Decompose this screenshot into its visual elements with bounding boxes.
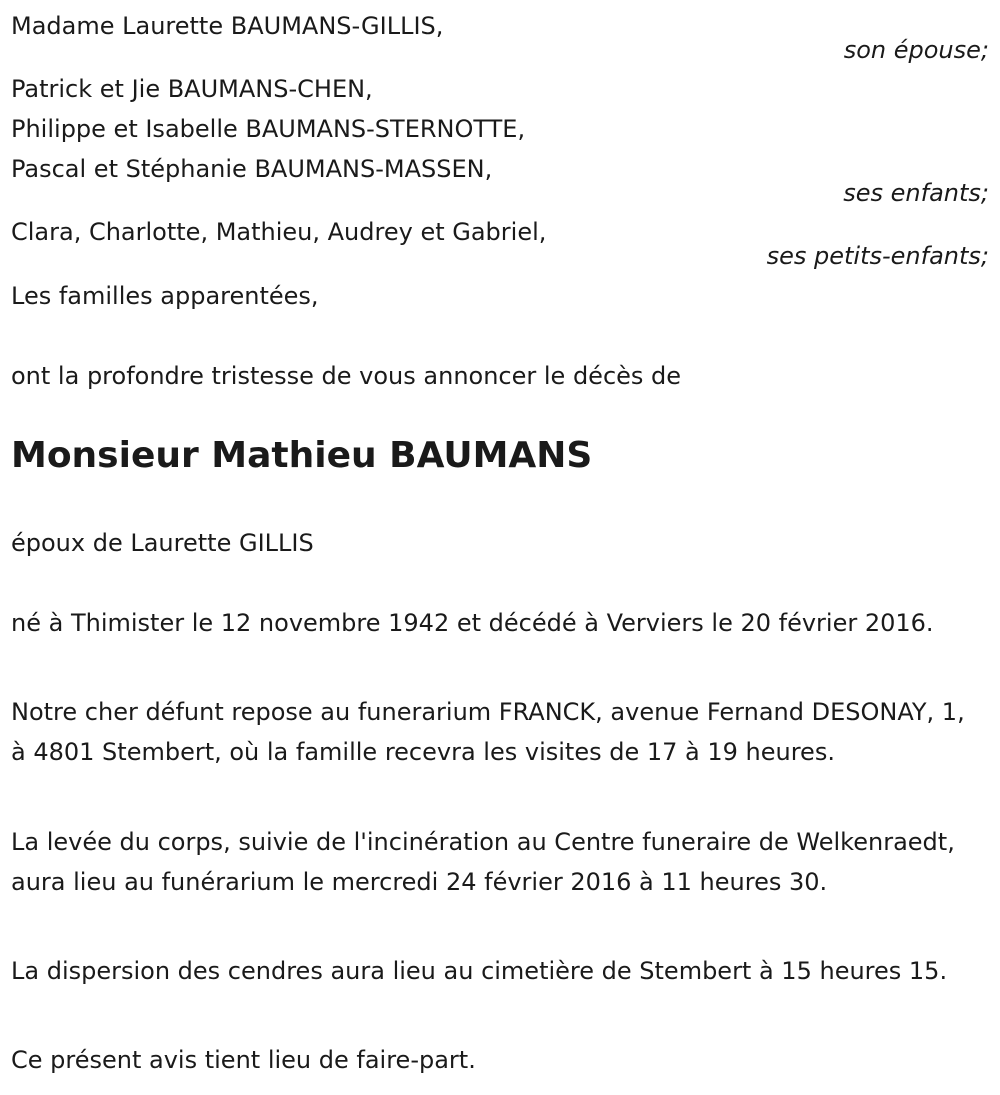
grandchildren-role: ses petits-enfants; xyxy=(766,242,989,270)
announcement-line: ont la profondre tristesse de vous annoncer le décès de xyxy=(11,362,682,390)
birth-death-paragraph: né à Thimister le 12 novembre 1942 et décédé à Verviers le 20 février 2016. xyxy=(11,609,934,637)
child-line: Patrick et Jie BAUMANS-CHEN, xyxy=(11,75,373,103)
spouse-role: son épouse; xyxy=(843,36,989,64)
child-line: Philippe et Isabelle BAUMANS-STERNOTTE, xyxy=(11,115,526,143)
spouse-of-line: époux de Laurette GILLIS xyxy=(11,529,314,557)
child-line: Pascal et Stéphanie BAUMANS-MASSEN, xyxy=(11,155,493,183)
children-role: ses enfants; xyxy=(843,179,989,207)
deceased-name: Monsieur Mathieu BAUMANS xyxy=(11,435,593,476)
relatives-line: Les familles apparentées, xyxy=(11,282,319,310)
grandchildren-names: Clara, Charlotte, Mathieu, Audrey et Gabriel, xyxy=(11,218,547,246)
ashes-paragraph: La dispersion des cendres aura lieu au cimetière de Stembert à 15 heures 15. xyxy=(11,957,948,985)
repose-paragraph: Notre cher défunt repose au funerarium FRANCK, avenue Fernand DESONAY, 1, à 4801 Stembert, où la famille recevra les visites de 17 à 19 heures. xyxy=(11,698,965,766)
notice-paragraph: Ce présent avis tient lieu de faire-part. xyxy=(11,1046,476,1074)
spouse-name: Madame Laurette BAUMANS-GILLIS, xyxy=(11,12,444,40)
ceremony-paragraph: La levée du corps, suivie de l'incinération au Centre funeraire de Welkenraedt, aura lieu au funérarium le mercredi 24 février 2016 à 11 heures 30. xyxy=(11,828,955,896)
